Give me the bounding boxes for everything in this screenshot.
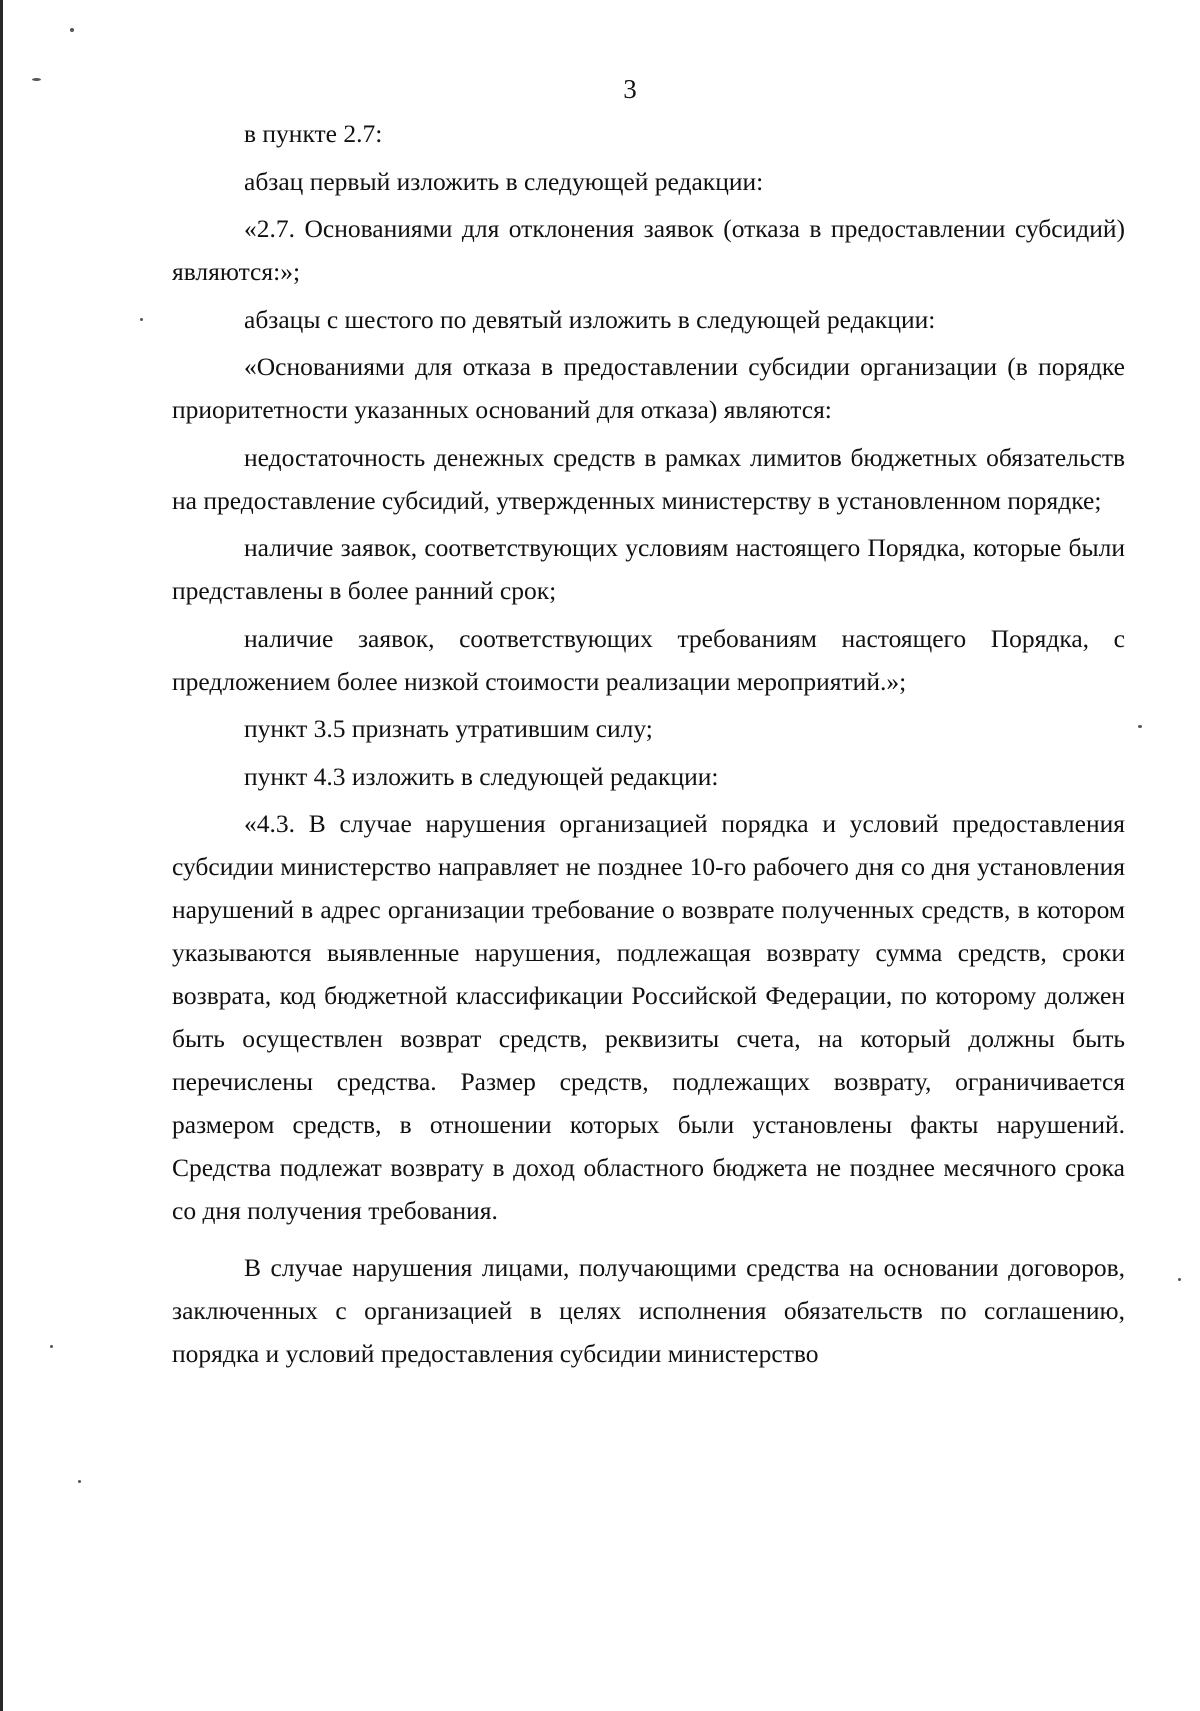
scan-speck	[70, 28, 74, 32]
scan-speck	[1178, 1278, 1181, 1281]
paragraph: недостаточность денежных средств в рамках лимитов бюджетных обязательств на предоставление субсидий, утвержденных министерству в установленном порядке;	[172, 442, 1125, 515]
paragraph: наличие заявок, соответствующих требованиям настоящего Порядка, с предложением более низкой стоимости реализации мероприятий.»;	[172, 623, 1125, 696]
scan-edge	[0, 0, 3, 1711]
scan-speck	[140, 318, 143, 321]
paragraph: наличие заявок, соответствующих условиям настоящего Порядка, которые были представлены в более ранний срок;	[172, 533, 1125, 605]
paragraph: «2.7. Основаниями для отклонения заявок (отказа в предоставлении субсидий) являются:»;	[172, 214, 1125, 286]
paragraph: «Основаниями для отказа в предоставлении субсидии организации (в порядке приоритетности указанных оснований для отказа) являются:	[172, 352, 1125, 424]
scan-speck	[32, 78, 41, 81]
paragraph: «4.3. В случае нарушения организацией порядка и условий предоставления субсидии министерство направляет не позднее 10-го рабочего дня со дня установления нарушений в адрес организации требование о возврате полученных средств, в котором указываются выявленные нарушения, подлежащая возврату сумма средств, сроки возврата, код бюджетной классификации Российской Федерации, по которому должен быть осуществлен возврат средств, реквизиты счета, на который должны быть перечислены средства. Размер средств, подлежащих возврату, ограничивается размером средств, в отношении которых были установлены факты нарушений. Средства подлежат возврату в доход областного бюджета не позднее месячного срока со дня получения требования.	[172, 809, 1125, 1225]
scan-speck	[50, 1345, 53, 1348]
paragraph: абзацы с шестого по девятый изложить в следующей редакции:	[244, 304, 936, 334]
page-number: 3	[623, 74, 637, 104]
scan-speck	[1138, 725, 1142, 728]
scan-speck	[78, 1480, 81, 1483]
paragraph: пункт 3.5 признать утратившим силу;	[244, 714, 653, 743]
document-body	[172, 112, 1125, 1380]
paragraph: абзац первый изложить в следующей редакции:	[244, 166, 764, 196]
paragraph: в пункте 2.7:	[244, 119, 383, 148]
paragraph: В случае нарушения лицами, получающими средства на основании договоров, заключенных с организацией в целях исполнения обязательств по соглашению, порядка и условий предоставления субсидии министерство	[172, 1253, 1125, 1368]
paragraph: пункт 4.3 изложить в следующей редакции:	[244, 761, 719, 791]
